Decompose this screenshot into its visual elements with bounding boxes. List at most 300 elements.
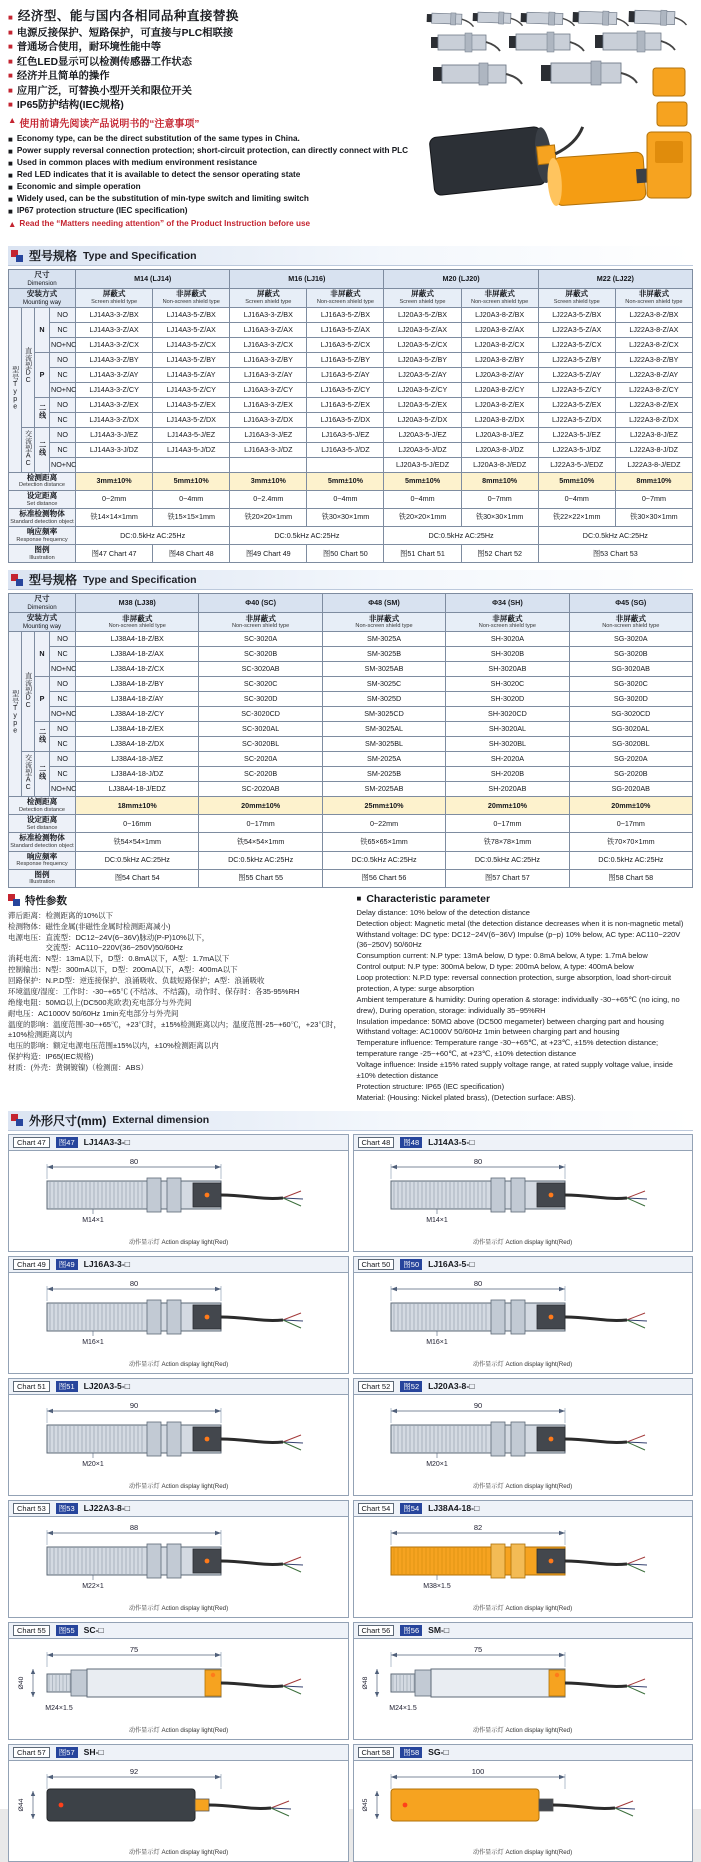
- feature-item-text: 红色LED显示可以检测传感器工作状态: [16, 56, 192, 68]
- section-title-cn: 型号规格: [29, 573, 78, 588]
- sensor-drawing: [11, 1155, 346, 1247]
- shield-type-header: 屏蔽式 Screen shield type: [384, 288, 461, 307]
- model-cell: LJ14A3-3-Z/AY: [76, 367, 153, 382]
- chart-number: Chart 56: [358, 1625, 395, 1636]
- spec-row-label: 图例 Illustration: [9, 545, 76, 563]
- spec-value: 铁20×20×1mm: [230, 508, 307, 526]
- model-cell: SG-3020AB: [569, 662, 692, 677]
- chart-model-label: LJ38A4-18-□: [428, 1503, 480, 1514]
- chart-number: Chart 58: [358, 1747, 395, 1758]
- feature-item-en: [8, 182, 421, 194]
- spec-value: 5mm±10%: [384, 472, 461, 490]
- param-line-en: Protection structure: IP65 (IEC specification): [356, 1081, 505, 1091]
- spec-value: 图48 Chart 48: [153, 545, 230, 563]
- current-type-group: 直流型DC: [22, 632, 35, 752]
- model-cell: LJ38A4-18-Z/AX: [76, 647, 199, 662]
- warning-triangle-icon: ▲: [8, 219, 17, 230]
- model-cell: SH-3020D: [446, 692, 569, 707]
- svg-text:M16×1: M16×1: [81, 1338, 104, 1346]
- model-row: [9, 752, 693, 767]
- dimension-label: M16 (LJ16): [230, 270, 384, 289]
- spec-value: 0~4mm: [538, 490, 615, 508]
- chart-model-label: LJ20A3-5-□: [83, 1381, 130, 1392]
- spec-value: DC:0.5kHz AC:25Hz: [230, 527, 384, 545]
- param-line-cn: 交流型：AC110~220V(36~250V)50/60Hz: [8, 943, 183, 953]
- wire-type-label: N: [35, 632, 50, 677]
- params-cn-title: 特性参数: [25, 894, 67, 907]
- model-cell: LJ14A3-5-J/EZ: [153, 427, 230, 442]
- dimension-chart-panel: [353, 1256, 694, 1374]
- model-cell: SM-3025D: [322, 692, 445, 707]
- sensor-drawing: [11, 1399, 346, 1491]
- model-row: [9, 647, 693, 662]
- spec-value: 0~2mm: [76, 490, 153, 508]
- model-cell: LJ14A3-3-Z/DX: [76, 412, 153, 427]
- svg-text:动作显示灯 Action display light(Red: 动作显示灯 Action display light(Red): [128, 1604, 228, 1612]
- model-cell: SM-3025CD: [322, 707, 445, 722]
- features-en-list: [8, 134, 421, 218]
- model-cell: LJ14A3-5-Z/BY: [153, 352, 230, 367]
- model-cell: SM-3025AL: [322, 722, 445, 737]
- model-cell: SH-3020BL: [446, 737, 569, 752]
- shield-type-header: 非屏蔽式 Non-screen shield type: [322, 613, 445, 632]
- model-row: [9, 322, 693, 337]
- spec-value: 0~4mm: [307, 490, 384, 508]
- model-cell: LJ22A3-5-Z/BY: [538, 352, 615, 367]
- model-cell: LJ14A3-5-Z/AX: [153, 322, 230, 337]
- params-en-title: Characteristic parameter: [366, 892, 491, 905]
- param-line-cn: 环境温度/湿度：工作时：-30~+65℃ (不结冰、不结露)，动作时、保存时：各35-95%RH: [8, 986, 300, 996]
- feature-item-text: 应用广泛，可替换小型开关和限位开关: [16, 85, 192, 97]
- spec-value: 20mm±10%: [569, 797, 692, 815]
- model-cell: SG-2020A: [569, 752, 692, 767]
- params-cn-header: [8, 893, 345, 908]
- shield-type-header: 非屏蔽式 Non-screen shield type: [153, 288, 230, 307]
- model-row: [9, 367, 693, 382]
- feature-item-en: [8, 206, 421, 218]
- model-cell: LJ14A3-3-Z/BX: [76, 307, 153, 322]
- svg-text:M24×1.5: M24×1.5: [45, 1704, 73, 1712]
- param-line-cn: 电压的影响：额定电源电压范围±15%以内，±10%检测距离以内: [8, 1041, 219, 1051]
- param-line-cn: 检测物体：磁性金属(非磁性金属时检测距离减小): [8, 921, 171, 931]
- bullet-square-icon: ■: [8, 13, 13, 22]
- model-cell: SG-3020D: [569, 692, 692, 707]
- figure-number: 图56: [400, 1625, 422, 1636]
- feature-item-cn: [8, 27, 421, 41]
- shield-type-header: 非屏蔽式 Non-screen shield type: [461, 288, 538, 307]
- svg-text:动作显示灯 Action display light(Red: 动作显示灯 Action display light(Red): [473, 1726, 573, 1734]
- output-type-label: NC: [50, 767, 76, 782]
- feature-item-en: [8, 134, 421, 146]
- bullet-square-icon: ■: [8, 171, 13, 181]
- param-line-cn: 保护构造：IP65(IEC规格): [8, 1052, 94, 1062]
- output-type-label: NO: [50, 352, 76, 367]
- shield-type-header: 屏蔽式 Screen shield type: [538, 288, 615, 307]
- model-cell: SH-2020B: [446, 767, 569, 782]
- model-cell: LJ22A3-8-J/EZ: [615, 427, 692, 442]
- model-cell: LJ38A4-18-Z/DX: [76, 737, 199, 752]
- model-cell: LJ22A3-5-Z/BX: [538, 307, 615, 322]
- param-line-en: Material: (Housing: Nickel plated brass), (Detection surface: ABS).: [356, 1092, 576, 1102]
- chart-drawing: [9, 1517, 348, 1617]
- spec-value: 图57 Chart 57: [446, 869, 569, 887]
- model-cell: LJ16A3-5-J/EZ: [307, 427, 384, 442]
- section-title-cn: 外形尺寸(mm): [29, 1113, 107, 1128]
- model-row: [9, 692, 693, 707]
- chart-model-label: SH-□: [83, 1747, 104, 1758]
- header-row: [9, 288, 693, 307]
- spec-value: 图52 Chart 52: [461, 545, 538, 563]
- svg-text:M14×1: M14×1: [426, 1216, 449, 1224]
- feature-item-text: Economy type, can be the direct substitution of the same types in China.: [16, 134, 300, 144]
- model-cell: LJ20A3-8-Z/CY: [461, 382, 538, 397]
- spec-value: 25mm±10%: [322, 797, 445, 815]
- model-row: [9, 442, 693, 457]
- model-cell: SM-3025AB: [322, 662, 445, 677]
- dimension-chart-panel: [8, 1134, 349, 1252]
- model-cell: LJ20A3-5-Z/DX: [384, 412, 461, 427]
- svg-text:Ø45: Ø45: [362, 1798, 370, 1811]
- model-cell: LJ38A4-18-Z/EX: [76, 722, 199, 737]
- sensor-drawing: [11, 1765, 346, 1857]
- spec-value: 图50 Chart 50: [307, 545, 384, 563]
- model-cell: SG-2020B: [569, 767, 692, 782]
- model-cell: LJ16A3-3-J/EZ: [230, 427, 307, 442]
- model-cell: LJ14A3-3-Z/AX: [76, 322, 153, 337]
- model-cell: LJ16A3-3-Z/AX: [230, 322, 307, 337]
- spec-value: 20mm±10%: [199, 797, 322, 815]
- model-row: [9, 782, 693, 797]
- model-cell: LJ14A3-5-J/DZ: [153, 442, 230, 457]
- feature-title-text: 经济型、能与国内各相同品种直接替换: [17, 9, 239, 23]
- svg-text:动作显示灯 Action display light(Red: 动作显示灯 Action display light(Red): [128, 1482, 228, 1490]
- figure-number: 图55: [56, 1625, 78, 1636]
- spec-row: [9, 869, 693, 887]
- spec-value: 铁54×54×1mm: [76, 833, 199, 851]
- param-line-en: Ambient temperature & humidity: During operation & storage: individually -30~+65℃ (no icing, no drew), During operation, storage: individually 35~95%RH: [356, 994, 680, 1015]
- param-line-en: Withstand voltage: AC1000V 50/60Hz 1min between charging part and housing: [356, 1027, 620, 1037]
- spec-row: [9, 490, 693, 508]
- dimension-chart-panel: [353, 1500, 694, 1618]
- model-row: [9, 397, 693, 412]
- bullet-square-icon: ■: [8, 28, 13, 37]
- model-cell: SC-3020CD: [199, 707, 322, 722]
- characteristic-parameters: [8, 893, 693, 1104]
- dimension-chart-panel: [353, 1622, 694, 1740]
- spec-value: 铁30×30×1mm: [307, 508, 384, 526]
- shield-type-header: 非屏蔽式 Non-screen shield type: [569, 613, 692, 632]
- spec-value: DC:0.5kHz AC:25Hz: [538, 527, 692, 545]
- spec-value: 3mm±10%: [76, 472, 153, 490]
- feature-item-cn: [8, 70, 421, 84]
- model-cell: LJ20A3-8-Z/DX: [461, 412, 538, 427]
- model-cell: LJ22A3-8-J/EDZ: [615, 457, 692, 472]
- section-squares-icon: [11, 250, 23, 262]
- spec-row: [9, 508, 693, 526]
- model-cell: LJ14A3-3-J/EZ: [76, 427, 153, 442]
- model-cell: LJ22A3-8-Z/CY: [615, 382, 692, 397]
- warning-triangle-icon: ▲: [8, 115, 17, 126]
- model-cell: LJ16A3-5-J/DZ: [307, 442, 384, 457]
- model-cell: LJ14A3-3-Z/EX: [76, 397, 153, 412]
- spec-value: 20mm±10%: [446, 797, 569, 815]
- chart-header: [354, 1501, 693, 1517]
- model-cell: LJ38A4-18-Z/AY: [76, 692, 199, 707]
- model-cell: LJ38A4-18-Z/BX: [76, 632, 199, 647]
- spec-value: DC:0.5kHz AC:25Hz: [384, 527, 538, 545]
- model-cell: LJ38A4-18-Z/CX: [76, 662, 199, 677]
- model-cell: SG-3020AL: [569, 722, 692, 737]
- product-photo-collage: [425, 6, 693, 234]
- model-cell: LJ20A3-8-J/EDZ: [461, 457, 538, 472]
- spec-row: [9, 472, 693, 490]
- dimension-corner: 尺寸 Dimension: [9, 270, 76, 289]
- svg-text:Ø40: Ø40: [17, 1676, 25, 1689]
- spec-row-label: 标准检测物体 Standard detection object: [10, 833, 74, 850]
- model-cell: LJ16A3-3-Z/EX: [230, 397, 307, 412]
- spec-value: DC:0.5kHz AC:25Hz: [322, 851, 445, 869]
- spec-value: 铁54×54×1mm: [199, 833, 322, 851]
- feature-item-text: Red LED indicates that it is available to detect the sensor operating state: [16, 170, 301, 180]
- model-cell: LJ20A3-5-Z/BX: [384, 307, 461, 322]
- spec-row-label: 检测距离 Detection distance: [9, 472, 76, 490]
- model-cell: LJ14A3-3-Z/CY: [76, 382, 153, 397]
- output-type-label: NO+NC: [50, 662, 76, 677]
- svg-text:动作显示灯 Action display light(Red: 动作显示灯 Action display light(Red): [473, 1238, 573, 1246]
- feature-item-en: [8, 194, 421, 206]
- chart-drawing: [354, 1639, 693, 1739]
- feature-item-en: [8, 170, 421, 182]
- spec-value: 0~7mm: [461, 490, 538, 508]
- svg-text:80: 80: [129, 1156, 138, 1166]
- feature-item-text: IP67 protection structure (IEC specification): [16, 206, 188, 216]
- spec-value: 8mm±10%: [615, 472, 692, 490]
- model-cell: LJ38A4-18-Z/CY: [76, 707, 199, 722]
- header-row: [9, 594, 693, 613]
- svg-text:Ø44: Ø44: [17, 1798, 25, 1811]
- model-cell: LJ22A3-5-J/EDZ: [538, 457, 615, 472]
- model-cell: LJ20A3-8-J/DZ: [461, 442, 538, 457]
- param-line-en: Loop protection: N.P.D type: reversal connection protection, surge absorption, load short-circuit protection, A type: surge absorption: [356, 973, 672, 993]
- model-row: [9, 337, 693, 352]
- spec-value: 图47 Chart 47: [76, 545, 153, 563]
- dimension-chart-panel: [8, 1622, 349, 1740]
- feature-item-text: Power supply reversal connection protection; short-circuit protection, can directly connect with PLC: [16, 146, 409, 156]
- model-cell: SH-3020C: [446, 677, 569, 692]
- model-cell: SC-3020BL: [199, 737, 322, 752]
- params-cn-column: [8, 893, 345, 1104]
- spec-value: 图56 Chart 56: [322, 869, 445, 887]
- svg-text:90: 90: [474, 1400, 483, 1410]
- model-cell: LJ38A4-18-J/DZ: [76, 767, 199, 782]
- dimension-label: M38 (LJ38): [76, 594, 199, 613]
- feature-item-text: IP65防护结构(IEC规格): [16, 100, 124, 112]
- feature-item-en: [8, 146, 421, 158]
- svg-text:动作显示灯 Action display light(Red: 动作显示灯 Action display light(Red): [473, 1848, 573, 1856]
- param-line-cn: 消耗电流：N型：13mA以下，D型：0.8mA以下，A型：1.7mA以下: [8, 954, 230, 964]
- spec-value: 3mm±10%: [230, 472, 307, 490]
- shield-type-header: 非屏蔽式 Non-screen shield type: [307, 288, 384, 307]
- wire-type-label: N: [35, 307, 50, 352]
- model-cell: LJ20A3-5-Z/AX: [384, 322, 461, 337]
- model-cell: LJ14A3-5-Z/CY: [153, 382, 230, 397]
- sensor-drawing: [11, 1643, 346, 1735]
- mounting-way: 安装方式 Mounting way: [9, 613, 76, 632]
- chart-header: [9, 1379, 348, 1395]
- model-cell: SC-3020AL: [199, 722, 322, 737]
- model-cell: SC-3020AB: [199, 662, 322, 677]
- chart-model-label: LJ16A3-3-□: [83, 1259, 130, 1270]
- section-header-dimensions: [8, 1111, 693, 1131]
- svg-text:动作显示灯 Action display light(Red: 动作显示灯 Action display light(Red): [473, 1482, 573, 1490]
- chart-number: Chart 47: [13, 1137, 50, 1148]
- model-cell: LJ14A3-3-Z/CX: [76, 337, 153, 352]
- model-cell: LJ38A4-18-J/EZ: [76, 752, 199, 767]
- spec-row: [9, 545, 693, 563]
- feature-item-text: Economic and simple operation: [16, 182, 141, 192]
- param-line-cn: 滞后距离：检测距离的10%以下: [8, 910, 114, 920]
- dimension-chart-panel: [353, 1134, 694, 1252]
- output-type-label: NC: [50, 647, 76, 662]
- section-squares-icon: [11, 574, 23, 586]
- spec-value: 0~22mm: [322, 815, 445, 833]
- output-type-label: NO: [50, 397, 76, 412]
- output-type-label: NO+NC: [50, 707, 76, 722]
- model-cell: LJ20A3-5-Z/CX: [384, 337, 461, 352]
- wire-type-label: P: [35, 677, 50, 722]
- dimension-chart-panel: [8, 1744, 349, 1862]
- model-row: [9, 662, 693, 677]
- header-row: [9, 270, 693, 289]
- svg-text:80: 80: [129, 1278, 138, 1288]
- model-cell: LJ14A3-5-Z/CX: [153, 337, 230, 352]
- svg-text:动作显示灯 Action display light(Red: 动作显示灯 Action display light(Red): [128, 1360, 228, 1368]
- bullet-square-icon: ■: [356, 893, 362, 903]
- model-cell: LJ38A4-18-J/EDZ: [76, 782, 199, 797]
- chart-number: Chart 53: [13, 1503, 50, 1514]
- model-cell: LJ20A3-8-J/EZ: [461, 427, 538, 442]
- model-cell: SM-3025C: [322, 677, 445, 692]
- spec-value: 0~4mm: [153, 490, 230, 508]
- spec-value: 图55 Chart 55: [199, 869, 322, 887]
- spec-value: 5mm±10%: [538, 472, 615, 490]
- figure-number: 图49: [56, 1259, 78, 1270]
- model-cell: LJ22A3-8-Z/BX: [615, 307, 692, 322]
- model-cell: LJ16A3-3-Z/BY: [230, 352, 307, 367]
- model-cell: LJ22A3-5-Z/EX: [538, 397, 615, 412]
- svg-text:动作显示灯 Action display light(Red: 动作显示灯 Action display light(Red): [128, 1726, 228, 1734]
- model-cell: LJ16A3-5-Z/CY: [307, 382, 384, 397]
- model-cell: SC-3020A: [199, 632, 322, 647]
- wire-type-label: 二线: [35, 752, 50, 797]
- figure-number: 图51: [56, 1381, 78, 1392]
- type-column-label: 型号Type: [9, 632, 22, 797]
- model-cell: LJ22A3-5-Z/CX: [538, 337, 615, 352]
- model-row: [9, 457, 693, 472]
- model-cell: LJ16A3-5-Z/BX: [307, 307, 384, 322]
- svg-text:92: 92: [129, 1766, 138, 1776]
- model-cell: LJ20A3-8-Z/AX: [461, 322, 538, 337]
- param-line-en: Consumption current: N.P type: 13mA below, D type: 0.8mA below, A type: 1.7mA below: [356, 951, 648, 961]
- model-cell: [153, 457, 230, 472]
- chart-header: [9, 1501, 348, 1517]
- spec-value: DC:0.5kHz AC:25Hz: [76, 527, 230, 545]
- sensor-drawing: [355, 1155, 690, 1247]
- spec-value: 5mm±10%: [307, 472, 384, 490]
- section-squares-icon: [11, 1114, 23, 1126]
- model-cell: LJ20A3-8-Z/AY: [461, 367, 538, 382]
- model-cell: LJ16A3-5-Z/DX: [307, 412, 384, 427]
- model-cell: LJ16A3-5-Z/BY: [307, 352, 384, 367]
- model-cell: LJ20A3-5-Z/AY: [384, 367, 461, 382]
- current-type-group: 交流型AC: [22, 752, 35, 797]
- shield-type-header: 屏蔽式 Screen shield type: [230, 288, 307, 307]
- model-cell: SM-2025A: [322, 752, 445, 767]
- chart-model-label: LJ14A3-5-□: [428, 1137, 475, 1148]
- model-cell: SH-3020AB: [446, 662, 569, 677]
- model-row: [9, 722, 693, 737]
- section-title-cn: 型号规格: [29, 249, 78, 263]
- model-cell: SC-3020D: [199, 692, 322, 707]
- dimension-label: Φ48 (SM): [322, 594, 445, 613]
- bullet-square-icon: ■: [8, 42, 13, 52]
- model-cell: SH-2020A: [446, 752, 569, 767]
- param-line-cn: 材质：(外壳：黄铜镀镍)（检测面：ABS）: [8, 1063, 149, 1073]
- param-line-cn: 绝缘电阻：50MΩ以上(DC500兆欧表)充电部分与外壳间: [8, 997, 192, 1007]
- feature-item-text: Used in common places with medium environment resistance: [16, 158, 258, 168]
- chart-number: Chart 48: [358, 1137, 395, 1148]
- type-column-label: 型号Type: [9, 307, 22, 472]
- model-cell: LJ22A3-8-Z/EX: [615, 397, 692, 412]
- param-line-cn: 温度的影响：温度范围-30~+65℃，+23℃时，±15%检测距离以内；温度范围-25~+60℃，+23℃时，±10%检测距离以内: [8, 1019, 341, 1040]
- spec-value: 0~17mm: [446, 815, 569, 833]
- chart-header: [354, 1379, 693, 1395]
- sensor-drawing: [11, 1521, 346, 1613]
- model-cell: LJ22A3-5-Z/AY: [538, 367, 615, 382]
- section-title-en: Type and Specification: [83, 249, 197, 262]
- section-header-spec1: [8, 246, 693, 266]
- output-type-label: NO: [50, 307, 76, 322]
- shield-type-header: 屏蔽式 Screen shield type: [76, 288, 153, 307]
- feature-item-cn: [8, 41, 421, 55]
- output-type-label: NO+NC: [50, 337, 76, 352]
- dimension-charts-grid: [8, 1134, 693, 1862]
- param-line-en: Control output: N.P type: 300mA below, D type: 200mA below, A type: 400mA below: [356, 962, 634, 972]
- current-type-group: 直流型DC: [22, 307, 35, 427]
- model-cell: LJ22A3-5-Z/DX: [538, 412, 615, 427]
- chart-drawing: [354, 1761, 693, 1861]
- param-line-en: Withstand voltage: DC type: DC12~24V(6~36V) Impulse (p~p) 10% below, AC type: AC110~220V (36~250V) 50/60Hz: [356, 929, 681, 950]
- sensor-drawing: [11, 1277, 346, 1369]
- output-type-label: NO: [50, 722, 76, 737]
- chart-header: [354, 1623, 693, 1639]
- model-cell: SH-3020B: [446, 647, 569, 662]
- model-cell: SM-2025B: [322, 767, 445, 782]
- svg-text:Ø48: Ø48: [362, 1676, 370, 1689]
- spec-value: 铁70×70×1mm: [569, 833, 692, 851]
- model-cell: LJ20A3-5-Z/CY: [384, 382, 461, 397]
- model-cell: LJ22A3-5-Z/CY: [538, 382, 615, 397]
- model-row: [9, 632, 693, 647]
- model-cell: LJ22A3-8-Z/DX: [615, 412, 692, 427]
- model-cell: LJ22A3-8-J/DZ: [615, 442, 692, 457]
- spec-value: 铁65×65×1mm: [322, 833, 445, 851]
- param-line-cn: 电源电压：直流型：DC12~24V(6~36V)脉动(P-P)10%以下，: [8, 932, 210, 942]
- param-line-en: Voltage influence: Inside ±15% rated supply voltage range, at rated supply voltage value, inside ±10% detection distance: [356, 1060, 673, 1080]
- model-cell: LJ14A3-5-Z/BX: [153, 307, 230, 322]
- param-line-cn: 耐电压：AC1000V 50/60Hz 1min充电部分与外壳间: [8, 1008, 179, 1018]
- chart-drawing: [9, 1151, 348, 1251]
